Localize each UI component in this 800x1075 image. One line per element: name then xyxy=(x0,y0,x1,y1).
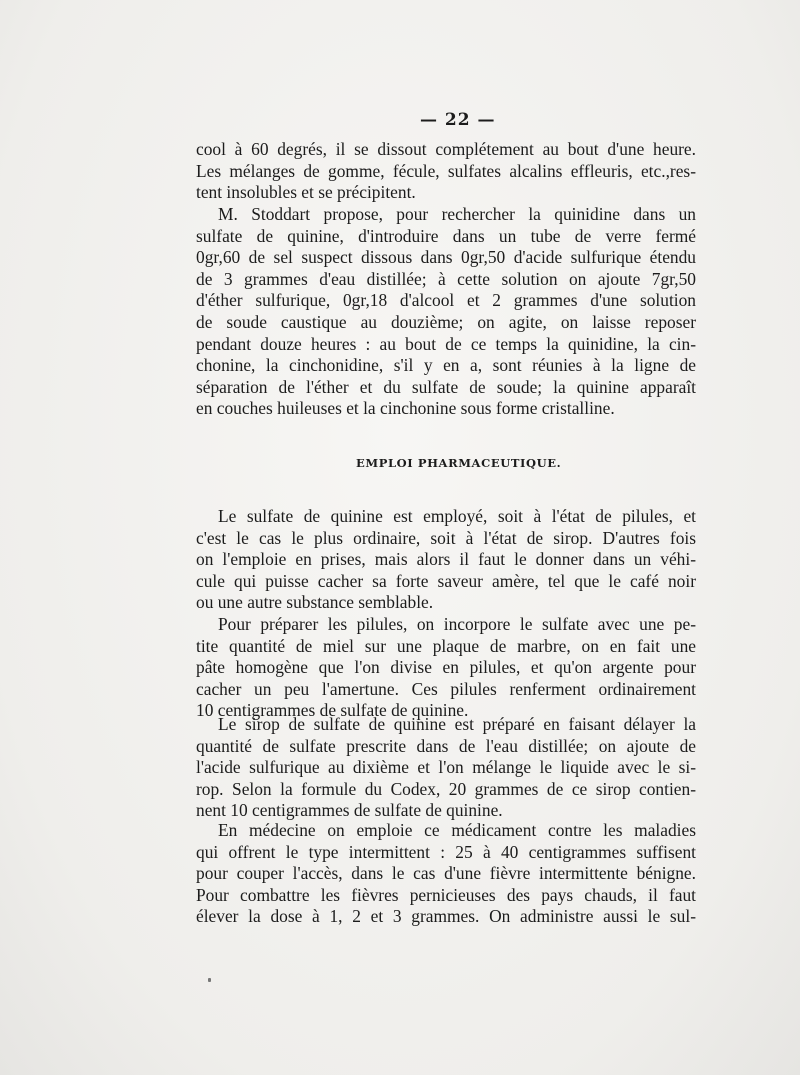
text-line: Pour préparer les pilules, on incorpore le sulfate avec une pe- xyxy=(218,614,696,634)
text-line: chonine, la cinchonidine, s'il y en a, sont réunies à la ligne de xyxy=(196,355,696,376)
text-line: sulfate de quinine, d'introduire dans un tube de verre fermé xyxy=(196,225,696,246)
page-number: — 22 — xyxy=(420,110,496,130)
text-line: cool à 60 degrés, il se dissout complétement au bout d'une heure. xyxy=(196,139,696,159)
text-line: Les mélanges de gomme, fécule, sulfates alcalins effleuris, etc.,res- xyxy=(196,160,696,181)
text-line: ou une autre substance semblable. xyxy=(196,592,434,613)
text-line: séparation de l'éther et du sulfate de soude; la quinine apparaît xyxy=(196,376,696,397)
bleed-through-texture xyxy=(680,130,800,950)
text-line: de soude caustique au douzième; on agite, on laisse reposer xyxy=(196,311,696,332)
text-line: l'acide sulfurique au dixième et l'on mélange le liquide avec le si- xyxy=(196,757,696,778)
text-line: 10 centigrammes de sulfate de quinine. xyxy=(196,700,469,721)
paragraph-pilules xyxy=(196,614,696,722)
text-line: on l'emploie en prises, mais alors il faut le donner dans un véhi- xyxy=(196,549,696,570)
text-line: c'est le cas le plus ordinaire, soit à l'état de sirop. D'autres fois xyxy=(196,527,696,548)
text-line: cacher un peu l'amertune. Ces pilules renferment ordinairement xyxy=(196,678,696,699)
ink-speck xyxy=(208,978,211,982)
text-line: tent insolubles et se précipitent. xyxy=(196,182,416,203)
text-line: Le sirop de sulfate de quinine est préparé en faisant délayer la xyxy=(218,714,696,734)
text-line: tite quantité de miel sur une plaque de marbre, on en fait une xyxy=(196,635,696,656)
text-line: de 3 grammes d'eau distillée; à cette solution on ajoute 7gr,50 xyxy=(196,268,696,289)
text-line: Pour combattre les fièvres pernicieuses des pays chauds, il faut xyxy=(196,884,696,905)
text-line: M. Stoddart propose, pour rechercher la quinidine dans un xyxy=(218,204,696,224)
text-line: En médecine on emploie ce médicament contre les maladies xyxy=(218,820,696,840)
paragraph-emploi xyxy=(196,506,696,614)
text-line: pour couper l'accès, dans le cas d'une fièvre intermittente bénigne. xyxy=(196,863,696,884)
text-line: d'éther sulfurique, 0gr,18 d'alcool et 2 grammes d'une solution xyxy=(196,290,696,311)
section-heading: EMPLOI PHARMACEUTIQUE. xyxy=(356,456,562,470)
text-line: en couches huileuses et la cinchonine sous forme cristalline. xyxy=(196,398,615,419)
text-line: qui offrent le type intermittent : 25 à 40 centigrammes suffisent xyxy=(196,841,696,862)
text-line: pendant douze heures : au bout de ce temps la quinidine, la cin- xyxy=(196,333,696,354)
text-line: 0gr,60 de sel suspect dissous dans 0gr,50 d'acide sulfurique étendu xyxy=(196,247,696,268)
paragraph-continuation xyxy=(196,139,696,204)
text-line: élever la dose à 1, 2 et 3 grammes. On administre aussi le sul- xyxy=(196,906,696,927)
text-line: rop. Selon la formule du Codex, 20 grammes de ce sirop contien- xyxy=(196,778,696,799)
paragraph-medecine xyxy=(196,820,696,928)
text-line: nent 10 centigrammes de sulfate de quinine. xyxy=(196,800,503,821)
text-line: cule qui puisse cacher sa forte saveur amère, tel que le café noir xyxy=(196,570,696,591)
text-line: Le sulfate de quinine est employé, soit à l'état de pilules, et xyxy=(218,506,696,526)
text-line: pâte homogène que l'on divise en pilules, et qu'on argente pour xyxy=(196,657,696,678)
text-line: quantité de sulfate prescrite dans de l'eau distillée; on ajoute de xyxy=(196,735,696,756)
paragraph-sirop xyxy=(196,714,696,822)
paragraph-stoddart xyxy=(196,204,696,420)
